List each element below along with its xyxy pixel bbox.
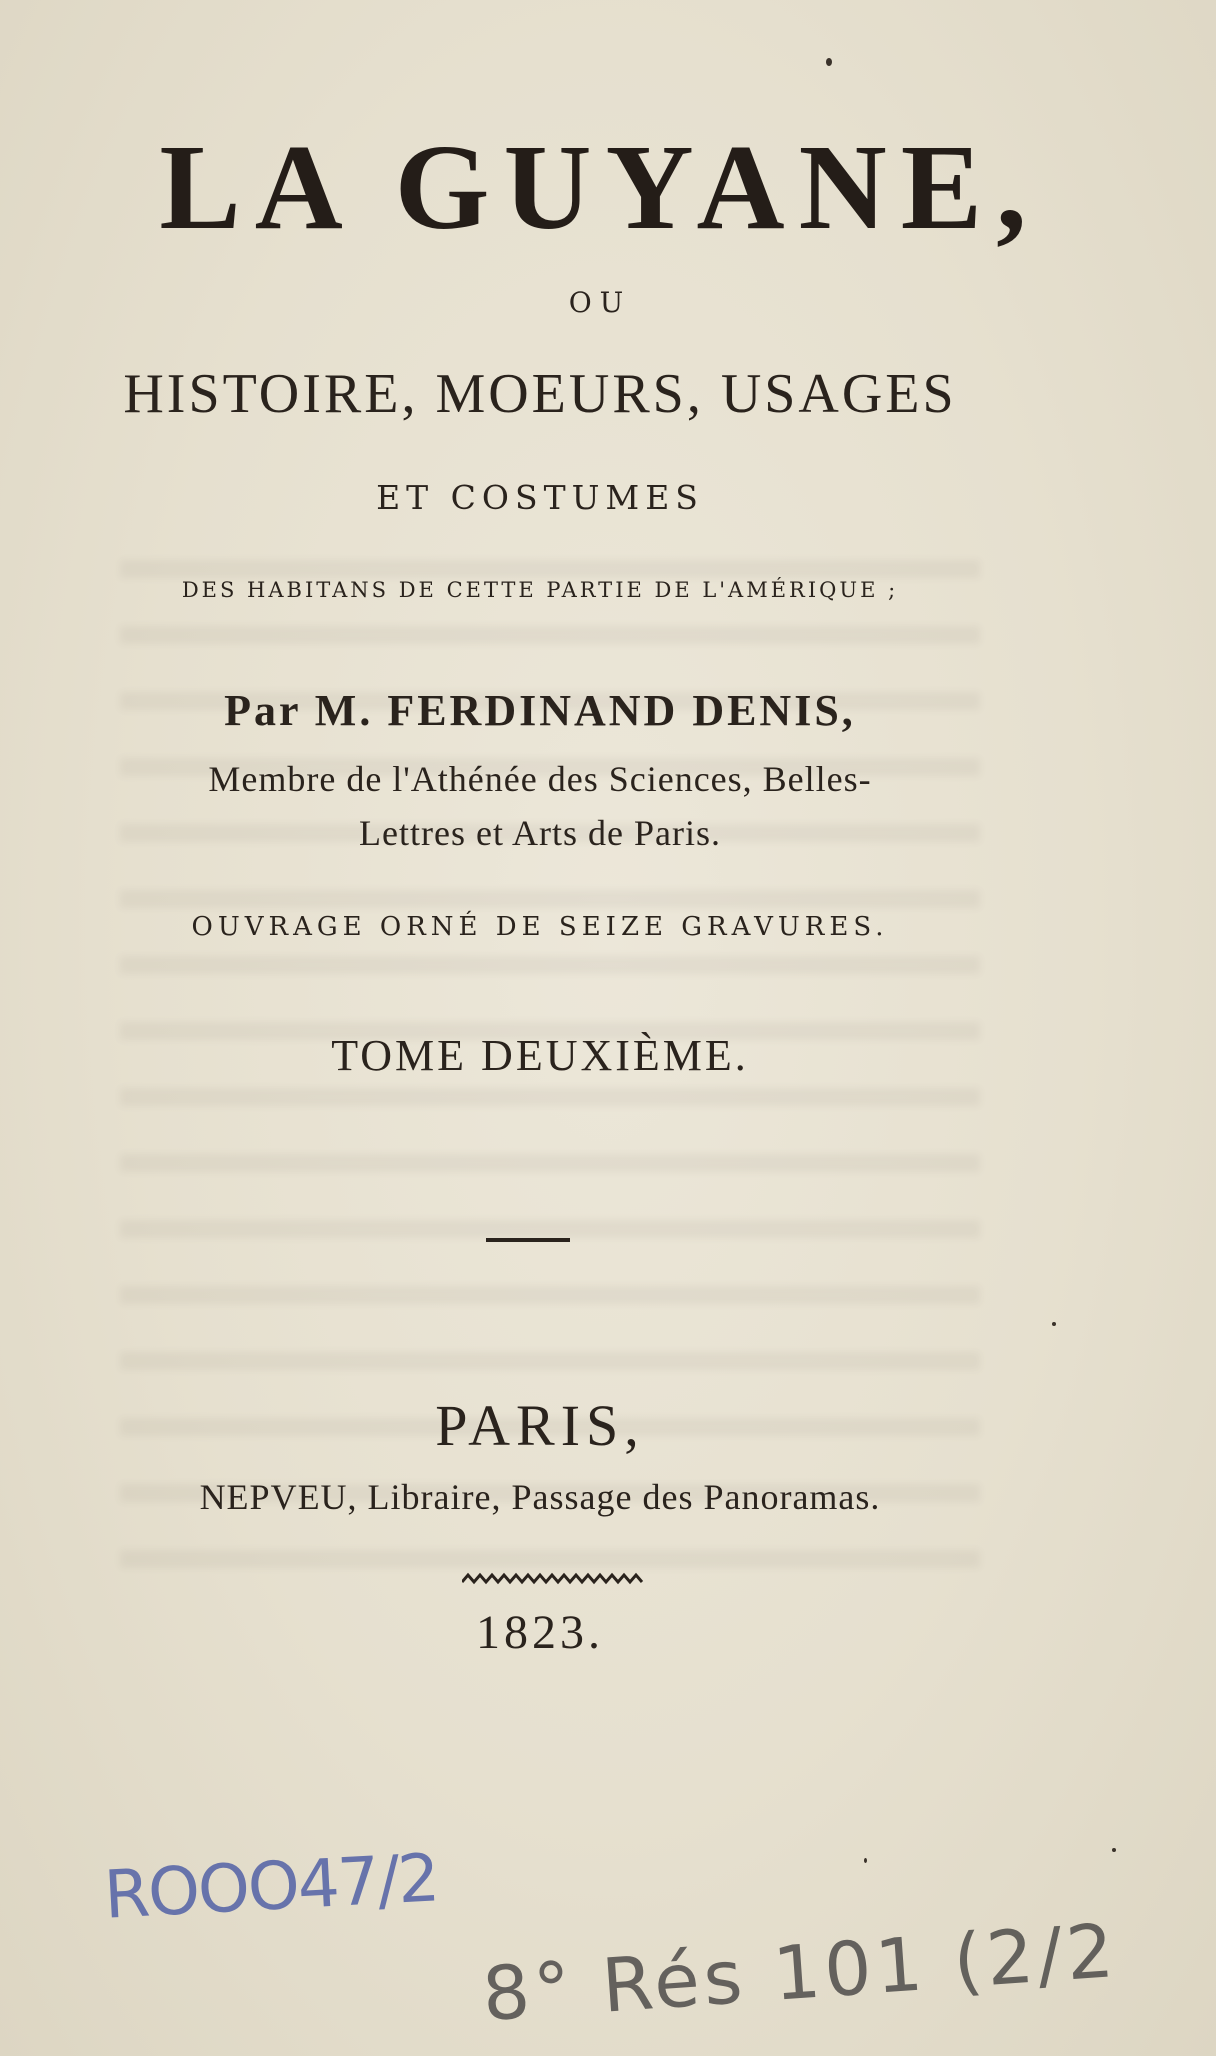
illustrations-note: OUVRAGE ORNÉ DE SEIZE GRAVURES. (191, 912, 889, 942)
paper-speck (1112, 1848, 1116, 1852)
paper-speck (826, 58, 832, 66)
book-title: LA GUYANE, (159, 120, 1041, 255)
conjunction: OU (568, 286, 632, 319)
imprint-publisher: NEPVEU, Libraire, Passage des Panoramas. (199, 1477, 881, 1517)
paper-speck (864, 1858, 867, 1863)
library-stamp-number: ROOO47/2 (102, 1839, 440, 1934)
imprint-year: 1823. (476, 1606, 604, 1659)
author-affiliation-2: Lettres et Arts de Paris. (359, 813, 721, 853)
author-affiliation-1: Membre de l'Athénée des Sciences, Belles- (208, 759, 872, 799)
pencil-shelf-mark: 8° Rés 101 (2/2 (479, 1907, 1121, 2039)
volume-label: TOME DEUXIÈME. (331, 1031, 749, 1080)
subtitle-line-1: HISTOIRE, MOEURS, USAGES (123, 363, 957, 425)
imprint-city: PARIS, (435, 1393, 645, 1458)
author-line: Par M. FERDINAND DENIS, (224, 686, 856, 735)
wavy-ornament (462, 1572, 646, 1586)
paper-speck (1052, 1322, 1056, 1326)
subtitle-line-3: DES HABITANS DE CETTE PARTIE DE L'AMÉRIQUE ; (181, 578, 899, 602)
subtitle-line-2: ET COSTUMES (376, 478, 704, 517)
horizontal-rule (486, 1238, 570, 1242)
